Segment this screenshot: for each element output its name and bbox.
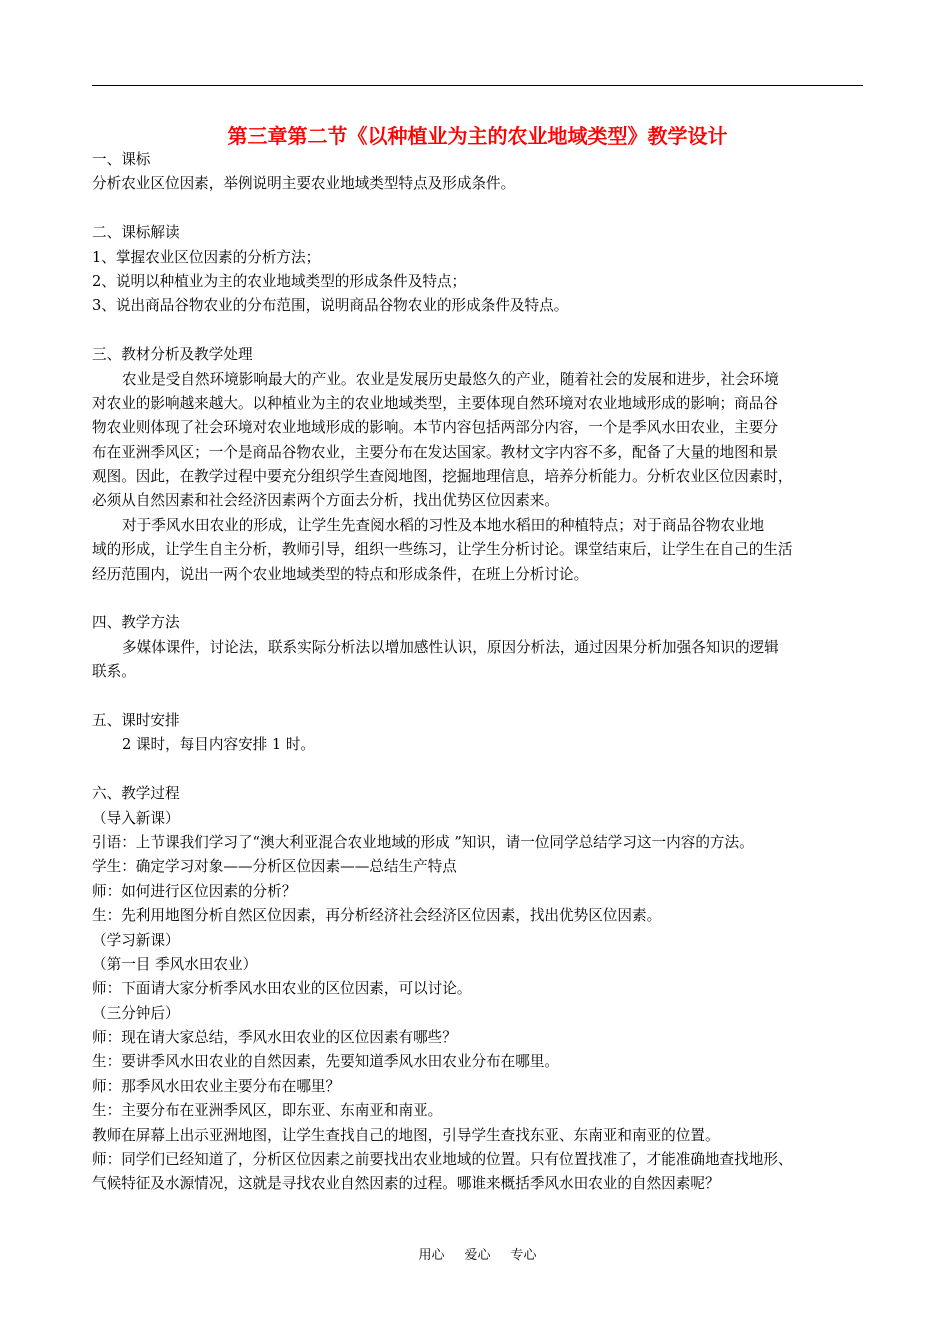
footer-text-1: 用心: [418, 1248, 445, 1263]
paragraph-line: （导入新课）: [92, 809, 180, 827]
paragraph-line: 3、说出商品谷物农业的分布范围，说明商品谷物农业的形成条件及特点。: [92, 297, 569, 315]
paragraph-line: 2 课时，每目内容安排 1 时。: [122, 736, 316, 754]
document-body: [92, 148, 863, 1197]
paragraph-line: 经历范围内，说出一两个农业地域类型的特点和形成条件，在班上分析讨论。: [92, 565, 589, 583]
paragraph-line: 1、掌握农业区位因素的分析方法；: [92, 248, 321, 266]
paragraph-line: 学生：确定学习对象——分析区位因素——总结生产特点: [92, 858, 457, 876]
paragraph-line: 生：主要分布在亚洲季风区，即东亚、东南亚和南亚。: [92, 1102, 443, 1120]
document-title: 第三章第二节《以种植业为主的农业地域类型》教学设计: [227, 124, 728, 148]
paragraph-line: 引语：上节课我们学习了“澳大利亚混合农业地域的形成 ”知识，请一位同学总结学习这一内容的方法。: [92, 833, 754, 851]
paragraph-line: 师：下面请大家分析季风水田农业的区位因素，可以讨论。: [92, 980, 472, 998]
blank-line: [92, 758, 863, 782]
blank-line: [92, 319, 863, 343]
blank-line: [92, 197, 863, 221]
paragraph-line: 必须从自然因素和社会经济因素两个方面去分析，找出优势区位因素来。: [92, 492, 560, 510]
paragraph-line: 生：先利用地图分析自然区位因素，再分析经济社会经济区位因素，找出优势区位因素。: [92, 907, 662, 925]
section-heading: 一、课标: [92, 151, 151, 168]
paragraph-line: 多媒体课件，讨论法，联系实际分析法以增加感性认识，原因分析法，通过因果分析加强各知识的逻辑: [122, 638, 779, 656]
paragraph-line: 教师在屏幕上出示亚洲地图，让学生查找自己的地图，引导学生查找东亚、东南亚和南亚的位置。: [92, 1126, 720, 1144]
header-rule: [92, 85, 863, 86]
footer-text-3: 专心: [510, 1248, 537, 1263]
paragraph-line: 域的形成，让学生自主分析，教师引导，组织一些练习，让学生分析讨论。课堂结束后，让学生在自己的生活: [92, 541, 793, 559]
paragraph-line: 农业是受自然环境影响最大的产业。农业是发展历史最悠久的产业，随着社会的发展和进步，社会环境: [122, 370, 779, 388]
paragraph-line: 对农业的影响越来越大。以种植业为主的农业地域类型，主要体现自然环境对农业地域形成的影响；商品谷: [92, 394, 778, 412]
paragraph-line: 布在亚洲季风区；一个是商品谷物农业，主要分布在发达国家。教材文字内容不多，配备了大量的地图和景: [92, 443, 778, 461]
paragraph-line: 气候特征及水源情况，这就是寻找农业自然因素的过程。哪谁来概括季风水田农业的自然因素呢？: [92, 1175, 720, 1193]
paragraph-line: （第一目 季风水田农业）: [92, 955, 258, 973]
paragraph-line: 师：那季风水田农业主要分布在哪里？: [92, 1077, 341, 1095]
paragraph-line: （三分钟后）: [92, 1004, 180, 1022]
paragraph-line: 师：如何进行区位因素的分析？: [92, 882, 297, 900]
paragraph-line: 师：同学们已经知道了，分析区位因素之前要找出农业地域的位置。只有位置找准了，才能准确地查找地形、: [92, 1151, 793, 1169]
paragraph-line: 物农业则体现了社会环境对农业地域形成的影响。本节内容包括两部分内容，一个是季风水田农业，主要分: [92, 419, 778, 437]
page-footer: [92, 1246, 863, 1266]
section-heading: 六、教学过程: [92, 785, 180, 803]
section-heading: 五、课时安排: [92, 711, 180, 729]
paragraph-line: 观图。因此，在教学过程中要充分组织学生查阅地图，挖掘地理信息，培养分析能力。分析农业区位因素时，: [92, 468, 793, 486]
paragraph-line: 对于季风水田农业的形成，让学生先查阅水稻的习性及本地水稻田的种植特点；对于商品谷物农业地: [122, 516, 765, 534]
paragraph-line: 2、说明以种植业为主的农业地域类型的形成条件及特点；: [92, 272, 467, 290]
paragraph-line: 师：现在请大家总结，季风水田农业的区位因素有哪些？: [92, 1029, 457, 1047]
section-heading: 三、教材分析及教学处理: [92, 346, 253, 364]
footer-text-2: 爱心: [464, 1248, 491, 1263]
section-heading: 四、教学方法: [92, 614, 180, 632]
paragraph-line: 生：要讲季风水田农业的自然因素，先要知道季风水田农业分布在哪里。: [92, 1053, 560, 1071]
blank-line: [92, 587, 863, 611]
paragraph-line: （学习新课）: [92, 931, 180, 949]
blank-line: [92, 685, 863, 709]
paragraph-line: 分析农业区位因素，举例说明主要农业地域类型特点及形成条件。: [92, 175, 516, 193]
paragraph-line: 联系。: [92, 663, 136, 681]
section-heading: 二、课标解读: [92, 224, 180, 242]
